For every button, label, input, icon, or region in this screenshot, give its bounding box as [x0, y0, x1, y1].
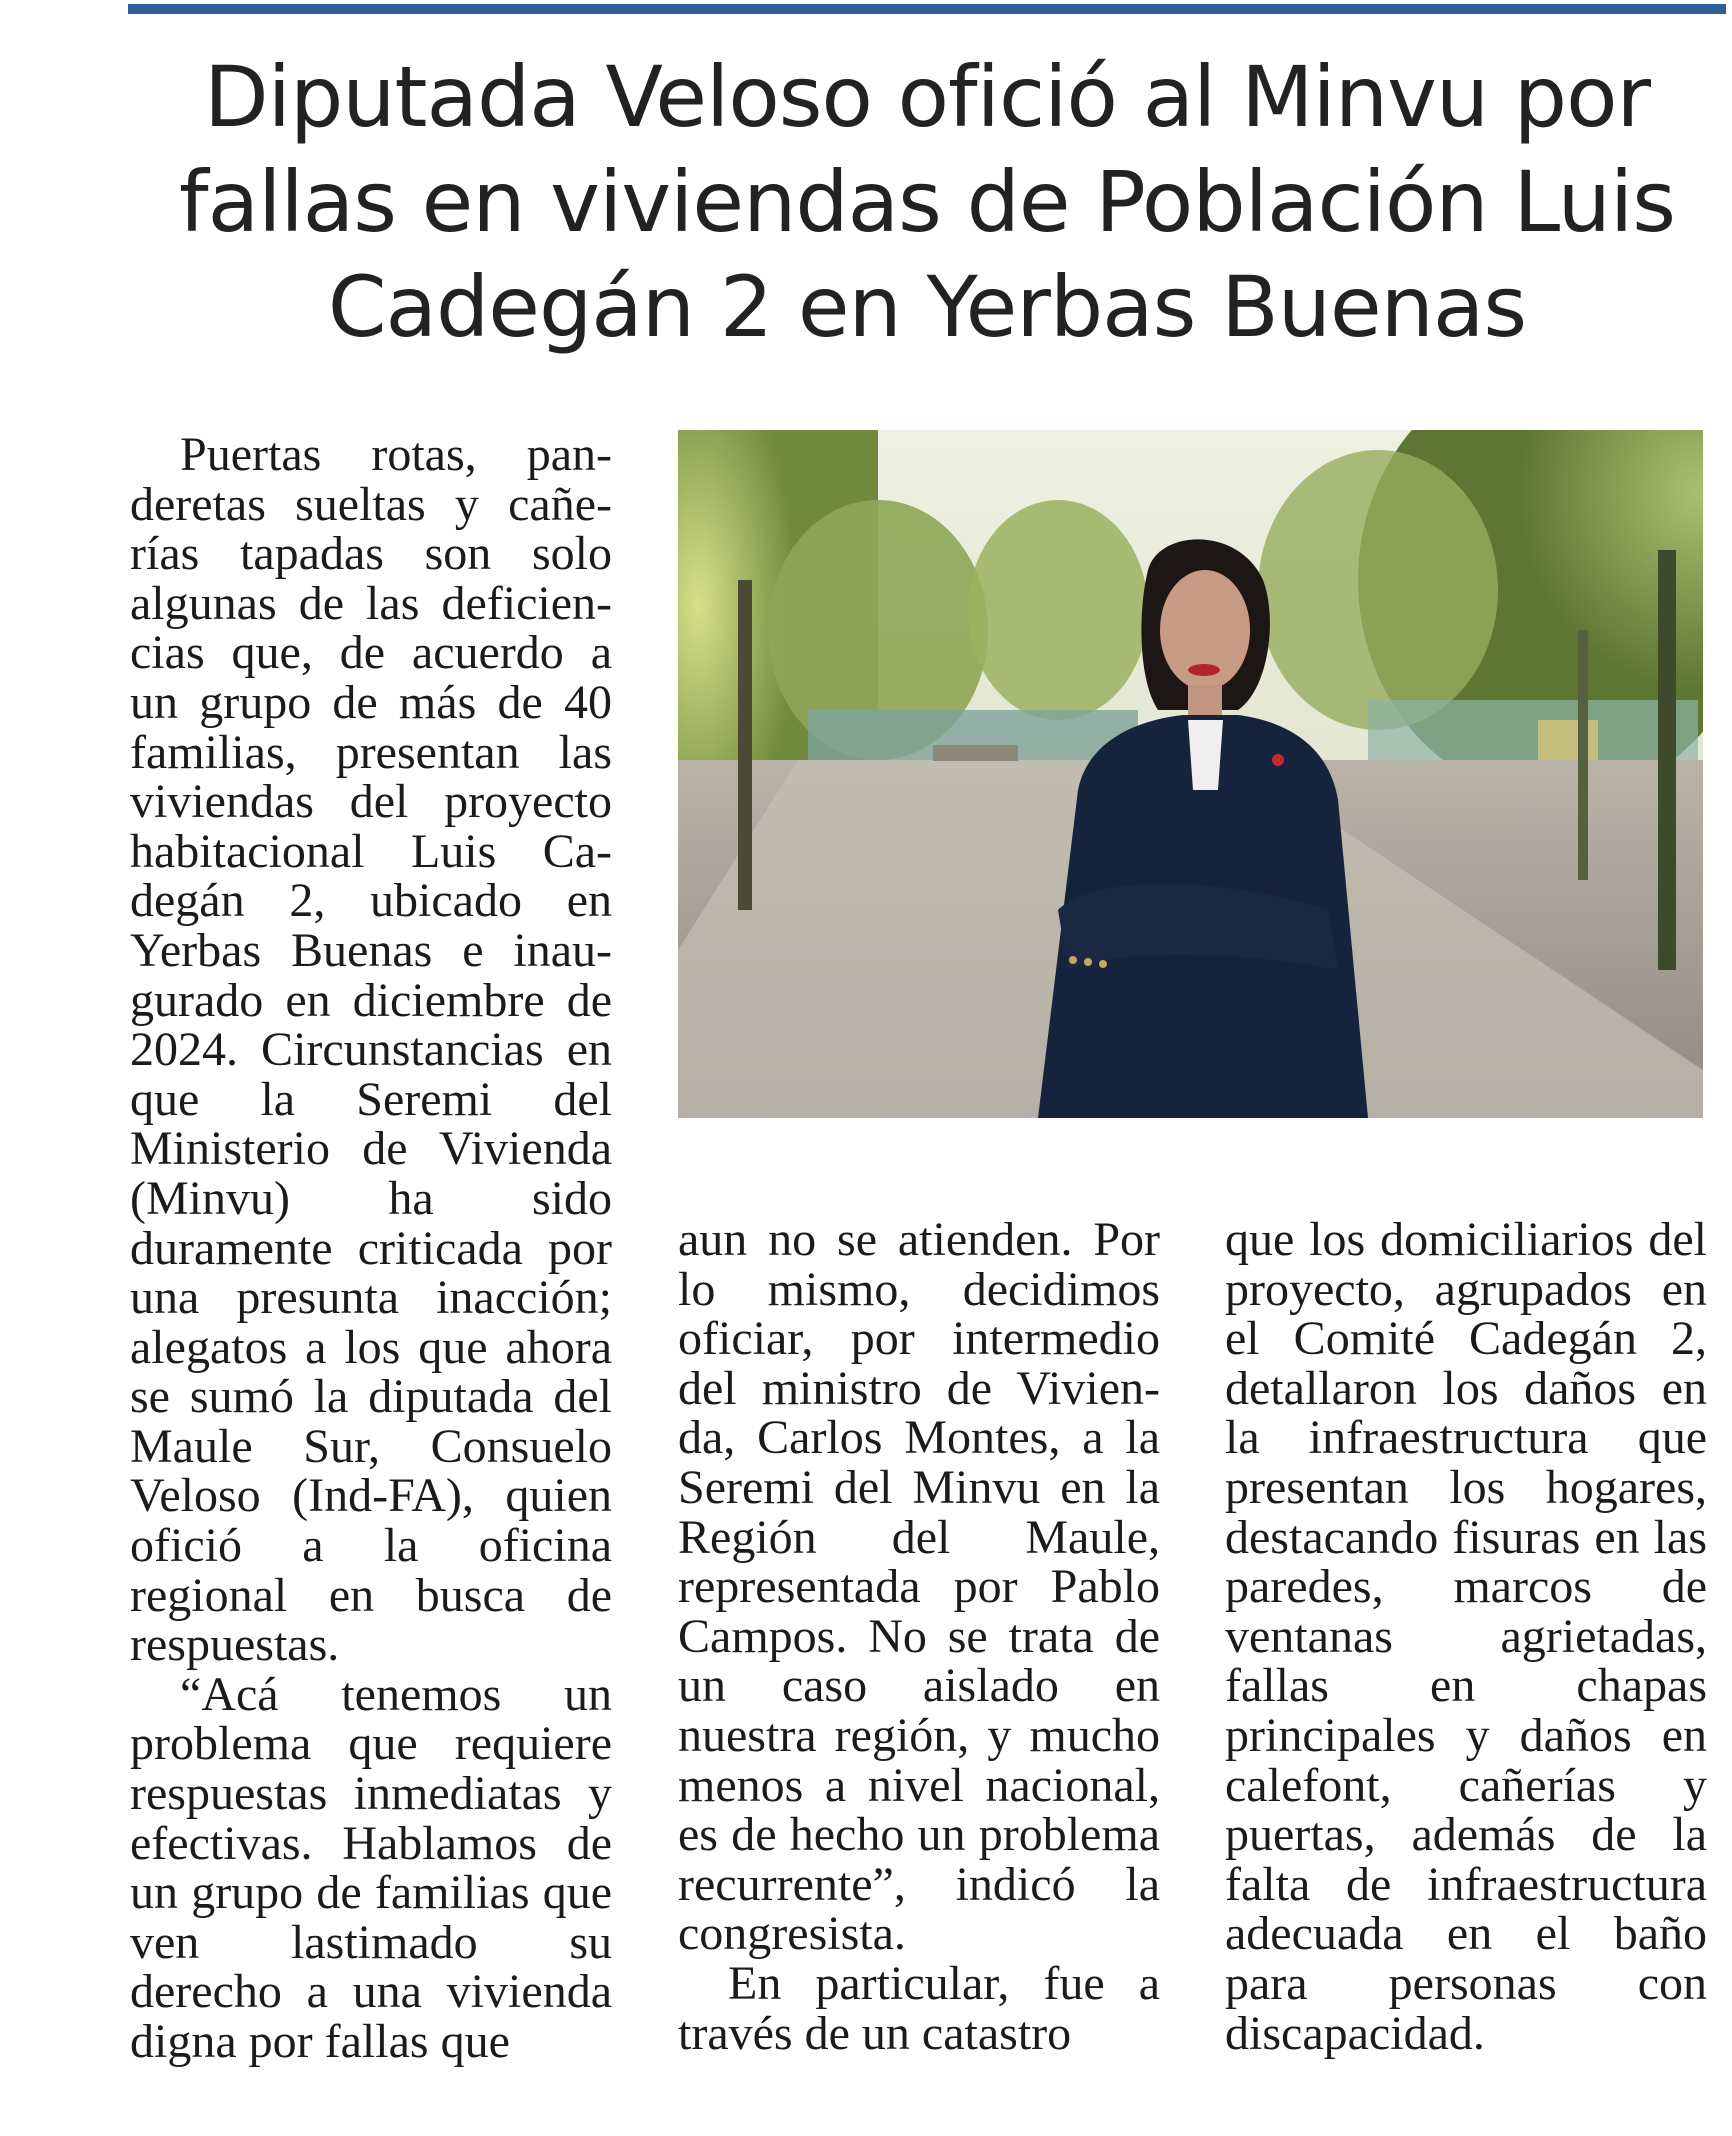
paragraph: “Acá tenemos un problema que requiere respuestas inmediatas y efectivas. Hablamos de un grupo de familias que ven lastimado su derecho a una vivienda digna por fallas que [130, 1667, 612, 2068]
paragraph: Puertas rotas, panderetas sueltas y cañerías tapadas son solo algunas de las deficiencias que, de acuerdo a un grupo de más de 40 familias, presentan las viviendas del proyecto habitacional Luis Cadegán 2, ubicado en Yerbas Buenas e inaugurado en diciembre de 2024. Circunstancias en que la Seremi del Ministerio de Vivienda (Minvu) ha sido duramente criticada por una presunta inacción; alegatos a los que ahora se sumó la diputada del Maule Sur, Consuelo Veloso (Ind-FA), quien ofició a la oficina regional en busca de respuestas. [130, 428, 612, 1672]
paragraph: aun no se atienden. Por lo mismo, decidimos oficiar, por intermedio del ministro de Vivienda, Carlos Montes, a la Seremi del Minvu en la Región del Maule, representada por Pablo Campos. No se trata de un caso aislado en nuestra región, y mucho menos a nivel nacional, es de hecho un problema recurrente”, indicó la congresista. [678, 1213, 1160, 1961]
top-rule [128, 4, 1726, 14]
headline: Diputada Veloso ofició al Minvu por fallas en viviendas de Población Luis Cadegán 2 en Yerbas Buenas [179, 48, 1675, 356]
article-photo [678, 430, 1703, 1118]
column-2 [678, 1215, 1160, 2058]
paragraph: que los domiciliarios del proyecto, agrupados en el Comité Cadegán 2, detallaron los daños en la infraestructura que presentan los hogares, destacando fisuras en las paredes, marcos de ventanas agrietadas, fallas en chapas principales y daños en calefont, cañerías y puertas, además de la falta de infraestructura adecuada en el baño para personas con discapacidad. [1225, 1213, 1707, 2060]
column-1 [130, 430, 612, 2067]
column-3 [1225, 1215, 1707, 2058]
paragraph: En particular, fue a través de un catastro [678, 1956, 1160, 2060]
